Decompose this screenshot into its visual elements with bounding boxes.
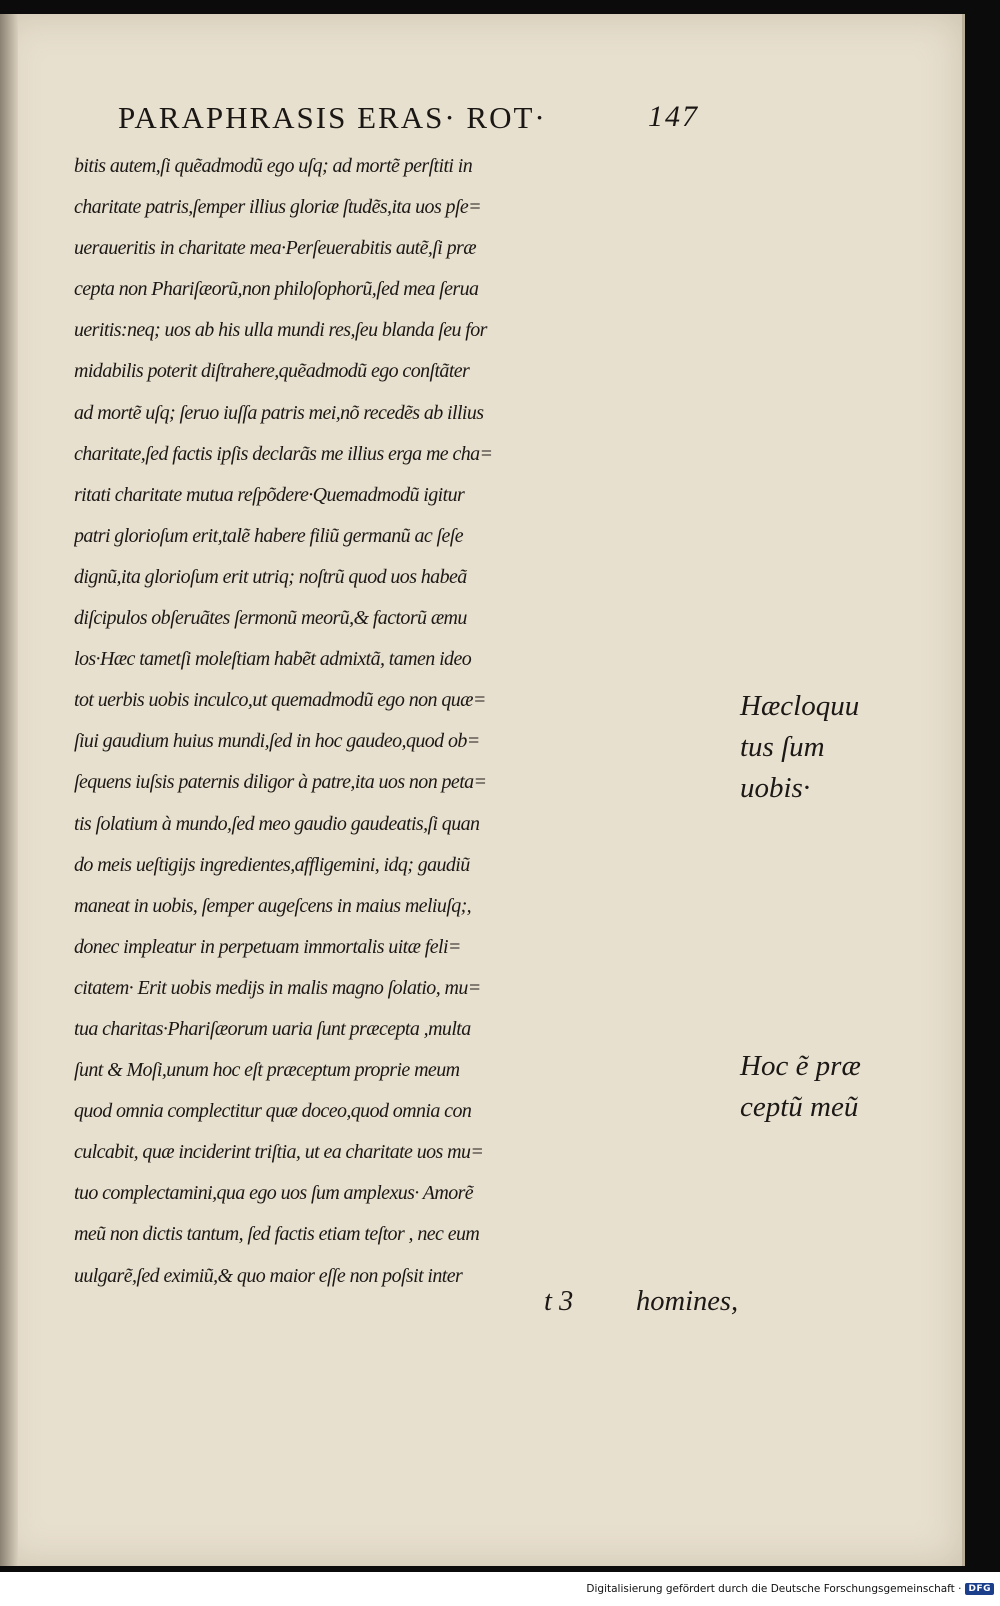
footer-credit (586, 1583, 994, 1595)
margin-note-line: Hæcloquu (740, 690, 860, 722)
margin-note-1 (740, 686, 859, 809)
text-line: citatem· Erit uobis medijs in malis magno ſolatio, mu= (74, 976, 481, 999)
text-line: uulgarẽ,ſed eximiũ,& quo maior eſſe non poſsit inter (74, 1264, 463, 1287)
page-gutter (0, 14, 18, 1566)
text-line: maneat in uobis, ſemper augeſcens in maius meliuſq;, (74, 894, 472, 917)
catchword: homines, (636, 1286, 739, 1317)
text-line: bitis autem,ſi quẽadmodũ ego uſq; ad mortẽ perſtiti in (74, 155, 473, 177)
text-line: dignũ,ita glorioſum erit utriq; noſtrũ quod uos habeã (74, 565, 467, 588)
text-line: diſcipulos obſeruãtes ſermonũ meorũ,& factorũ æmu (74, 607, 467, 630)
running-head: PARAPHRASIS ERAS· ROT· (118, 100, 547, 135)
text-line: los·Hæc tametſi moleſtiam habẽt admixtã, tamen ideo (74, 648, 472, 671)
text-line: charitate,ſed factis ipſis declarãs me illius erga me cha= (74, 442, 493, 465)
text-line: midabilis poterit diſtrahere,quẽadmodũ ego conſtãter (74, 360, 470, 383)
text-line: quod omnia complectitur quæ doceo,quod omnia con (74, 1100, 472, 1123)
text-line: cepta non Phariſæorũ,non philoſophorũ,ſed mea ſerua (74, 278, 479, 301)
main-text-block (74, 146, 742, 1336)
text-line: patri glorioſum erit,talẽ habere filiũ germanũ ac ſeſe (74, 524, 464, 547)
text-line: do meis ueſtigijs ingredientes,affligemini, idq; gaudiũ (74, 853, 470, 876)
signature-mark: t 3 (544, 1286, 574, 1317)
text-line: ſunt & Moſi,unum hoc eſt præceptum proprie meum (74, 1059, 460, 1082)
text-line: meũ non dictis tantum, ſed factis etiam teſtor , nec eum (74, 1223, 480, 1246)
page-number: 147 (648, 100, 699, 133)
margin-note-line: tus ſum (740, 731, 825, 763)
funding-credit-text: Digitalisierung gefördert durch die Deutsche Forschungsgemeinschaft · (586, 1583, 962, 1595)
text-line: tis ſolatium à mundo,ſed meo gaudio gaudeatis,ſi quan (74, 812, 480, 835)
page-header (118, 100, 718, 140)
text-line: tua charitas·Phariſæorum uaria ſunt præcepta ,multa (74, 1017, 471, 1040)
text-line: ueritis:neq; uos ab his ulla mundi res,ſeu blanda ſeu for (74, 319, 487, 342)
text-line: ritati charitate mutua reſpõdere·Quemadmodũ igitur (74, 483, 465, 506)
text-line: ſiui gaudium huius mundi,ſed in hoc gaudeo,quod ob= (74, 730, 480, 753)
text-line: ſequens iuſsis paternis diligor à patre,ita uos non peta= (74, 771, 487, 794)
dfg-logo-icon: DFG (965, 1583, 994, 1595)
margin-note-line: Hoc ẽ præ (740, 1050, 861, 1082)
text-line: ad mortẽ uſq; ſeruo iuſſa patris mei,nõ recedẽs ab illius (74, 401, 484, 424)
margin-note-line: uobis· (740, 772, 811, 804)
text-line: tot uerbis uobis inculco,ut quemadmodũ ego non quæ= (74, 689, 486, 712)
margin-note-2 (740, 1046, 861, 1128)
text-line: culcabit, quæ inciderint triſtia, ut ea charitate uos mu= (74, 1141, 484, 1164)
text-line: charitate patris,ſemper illius gloriæ ſtudẽs,ita uos pſe= (74, 196, 482, 219)
text-line: tuo complectamini,qua ego uos ſum amplexus· Amorẽ (74, 1182, 474, 1205)
margin-note-line: ceptũ meũ (740, 1091, 859, 1123)
text-line: ueraueritis in charitate mea·Perſeuerabitis autẽ,ſi præ (74, 237, 476, 260)
text-line: donec impleatur in perpetuam immortalis uitæ feli= (74, 935, 461, 958)
